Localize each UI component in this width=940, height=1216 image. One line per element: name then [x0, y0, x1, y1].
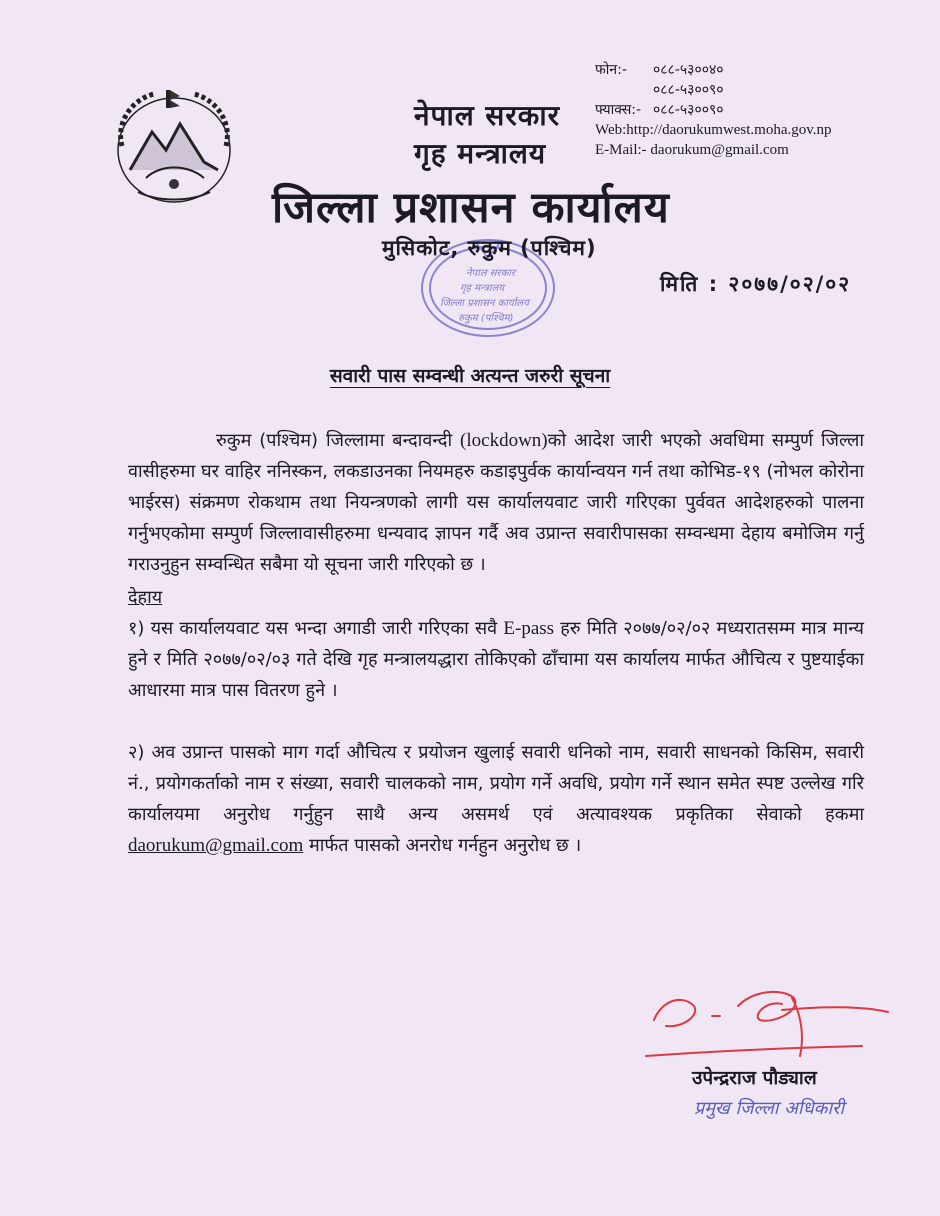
contact-email: daorukum@gmail.com	[650, 142, 789, 158]
point-1-epass: E-pass	[503, 618, 555, 639]
point-2-email-link[interactable]: daorukum@gmail.com	[128, 835, 304, 856]
phone-number-2: ०८८-५३००९०	[653, 82, 724, 98]
intro-lockdown: (lockdown)	[460, 430, 548, 451]
signatory-name: उपेन्द्रराज पौड्याल	[692, 1067, 817, 1089]
office-location: मुसिकोट, रुकुम (पश्चिम)	[382, 236, 597, 260]
signatory-title: प्रमुख जिल्ला अधिकारी	[694, 1098, 845, 1119]
seal-line-4: रुकुम (पश्चिम)	[458, 313, 514, 324]
phone-number-1: ०८८-५३००४०	[653, 62, 724, 78]
fax-number: ०८८-५३००९०	[653, 102, 724, 118]
point-1-text-2: हरु मिति २०७७/०२/०२ मध्यरातसम्म मात्र मान्य हुने र मिति २०७७/०२/०३ गते देखि गृह मन्त्रालयद्धारा तोकिएको ढाँचामा यस कार्यालय मार्फत औचित्य र पुष्टयाईका आधारमा मात्र पास वितरण हुने ।	[128, 618, 864, 701]
office-name: जिल्ला प्रशासन कार्यालय	[272, 183, 670, 233]
email-label: E-Mail:-	[595, 142, 647, 158]
intro-paragraph	[128, 425, 864, 580]
point-1	[128, 613, 864, 706]
point-2-text-1: २) अव उप्रान्त पासको माग गर्दा औचित्य र प्रयोजन खुलाई सवारी धनिको नाम, सवारी साधनको किसिम, सवारी नं., प्रयोगकर्ताको नाम र संख्या, सवारी चालकको नाम, प्रयोग गर्ने अवधि, प्रयोग गर्ने स्थान समेत स्पष्ट उल्लेख गरि कार्यालयमा अनुरोध गर्नुहुन साथै अन्य असमर्थ एवं अत्यावश्यक प्रकृतिका सेवाको हकमा	[128, 742, 864, 825]
seal-line-1: नेपाल सरकार	[466, 268, 515, 279]
notice-body	[128, 425, 864, 861]
notice-title	[0, 362, 940, 388]
point-2-text-2: मार्फत पासको अनरोध गर्नहुन अनुरोध छ ।	[303, 835, 582, 856]
ministry-name: गृह मन्त्रालय	[414, 137, 547, 170]
government-name: नेपाल सरकार	[414, 99, 561, 132]
seal-line-2: गृह मन्त्रालय	[460, 283, 505, 294]
fax-label: फ्याक्स:-	[595, 102, 642, 118]
contact-block	[595, 60, 832, 160]
nepal-emblem-icon	[108, 84, 240, 208]
website: Web:http://daorukumwest.moha.gov.np	[595, 122, 832, 138]
phone-label: फोन:-	[595, 62, 627, 78]
intro-text-1: रुकुम (पश्चिम) जिल्लामा बन्दावन्दी	[216, 430, 461, 451]
notice-date: मिति : २०७७/०२/०२	[660, 272, 852, 296]
notice-title-text: सवारी पास सम्वन्धी अत्यन्त जरुरी सूचना	[329, 365, 611, 387]
intro-text-2: को आदेश जारी भएको अवधिमा सम्पुर्ण जिल्ला वासीहरुमा घर वाहिर ननिस्कन, लकडाउनका नियमहरु कडाइपुर्वक कार्यान्वयन गर्न तथा कोभिड-१९ (नोभल कोरोना भाईरस) संक्रमण रोकथाम तथा नियन्त्रणको लागी यस कार्यालयवाट जारी गरिएका पुर्ववत आदेशहरुको पालना गर्नुभएकोमा सम्पुर्ण जिल्लावासीहरुमा धन्यवाद ज्ञापन गर्दै अव उप्रान्त सवारीपासका सम्वन्धमा देहाय बमोजिम गर्नु गराउनुहुन सम्वन्धित सबैमा यो सूचना जारी गरिएको छ ।	[128, 430, 864, 575]
point-2	[128, 737, 864, 861]
seal-line-3: जिल्ला प्रशासन कार्यालय	[440, 298, 529, 309]
subheading-dehaya: देहाय	[128, 587, 163, 608]
point-1-text-1: १) यस कार्यालयवाट यस भन्दा अगाडी जारी गरिएका सवै	[128, 618, 504, 639]
